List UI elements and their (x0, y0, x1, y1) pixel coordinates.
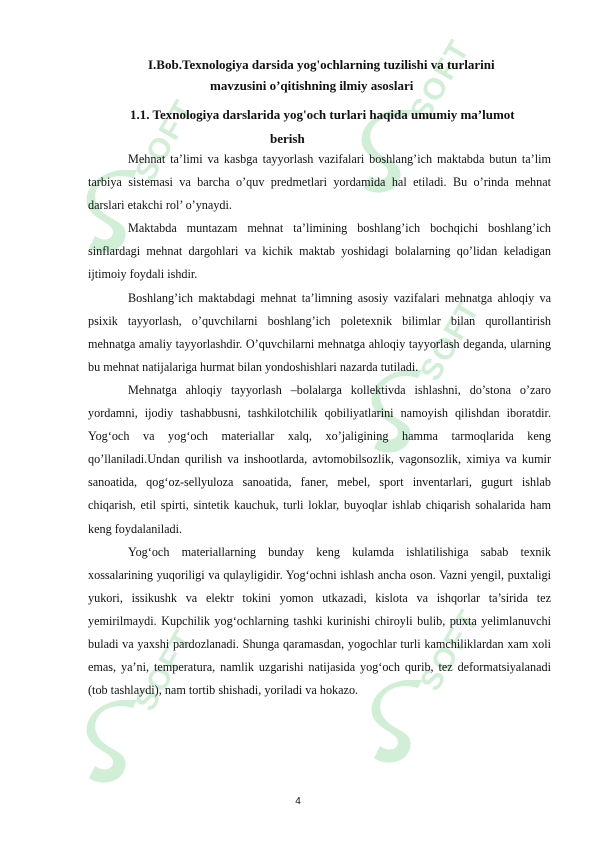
chapter-title: I.Bob.Texnologiya darsida yog'ochlarning tuzilishi va turlarini (148, 57, 495, 72)
paragraph: Maktabda muntazam mehnat ta’limining boshlang’ich bochqichi boshlang’ich sinflardagi mehnat dargohlari va kichik maktab yoshidagi bolalarning qo’lidan keladigan ijtimoiy foydali ishdir. (88, 221, 551, 282)
watermark-text: SOFT (404, 33, 477, 127)
section-title: 1.1. Texnologiya darslarida yog'och turlari haqida umumiy ma’lumot (130, 107, 515, 122)
watermark-text: SOFT (129, 623, 202, 717)
paragraph: Boshlang’ich maktabdagi mehnat ta’limning asosiy vazifalari mehnatga ahloqiy va psixik tayyorlash, o’quvchilarni boshlang’ich poletexnik bilimlar bilan qurollantirish mehnatga amaliy tayyorlashdir. O’quvchilarni mehnatga ahloqiy tayyorlash deganda, ularning bu mehnat natijalariga hurmat bilan yondoshishlari nazarda tutiladi. (88, 290, 551, 374)
watermark-text: SOFT (129, 93, 202, 187)
watermark-text: SOFT (414, 603, 487, 697)
paragraph: Mehnat ta’limi va kasbga tayyorlash vazifalari boshlang’ich maktabda butun ta’lim tarbiya sistemasi va barcha o’quv predmetlari yordamida hal etiladi. Bu o’rinda mehnat darslari etakchi rol’ o’ynaydi. (88, 152, 551, 213)
chapter-title-continued: mavzusini o’qitishning ilmiy asoslari (210, 78, 414, 93)
watermark-logo-icon (85, 700, 145, 790)
paragraph: Mehnatga ahloqiy tayyorlash –bolalarga kollektivda ishlashni, do’stona o’zaro yordamni, ijodiy tashabbusni, tashkilotchilik qobiliyatlarini namoyish qilishdan iboratdir. Yog‘och va yog‘och materiallar xalq, xo’jaligining hamma tarmoqlarida keng qo’llaniladi.Undan qurilish va inshootlarda, avtomobilsozlik, vagonsozlik, ximiya va kumir sanoatida, qog‘oz-sellyuloza sanoatida, faner, mebel, sport inventarlari, gugurt ishlab chiqarish, etil spirti, sintetik kauchuk, turli loklar, buyoqlar ishlab chiqarish sohalarida ham keng foydalaniladi. (88, 382, 551, 536)
paragraph: Yog‘och materiallarning bunday keng kulamda ishlatilishiga sabab texnik xossalarining yuqoriligi va qulayligidir. Yog‘ochni ishlash ancha oson. Vazni yengil, puxtaligi yukori, issikushk va elektr tokini yomon utkazadi, kislota va ishqorlar ta’sirida tez yemirilmaydi. Kupchilik yog‘ochlarning tashki kurinishi chiroyli bulib, puxta yelimlanuvchi buladi va yaxshi pardozlanadi. Shunga qaramasdan, yogochlar turli kamchiliklardan xam xoli emas, ya’ni, temperatura, namlik uzgarishi natijasida yog‘och qurib, tez deformatsiyalanadi (tob tashlaydi), nam tortib shishadi, yoriladi va hokazo. (88, 544, 551, 698)
watermark-text: SOFT (414, 293, 487, 387)
section-title-continued: berish (270, 131, 305, 146)
page-number: 4 (295, 796, 301, 807)
body-text (88, 148, 551, 702)
